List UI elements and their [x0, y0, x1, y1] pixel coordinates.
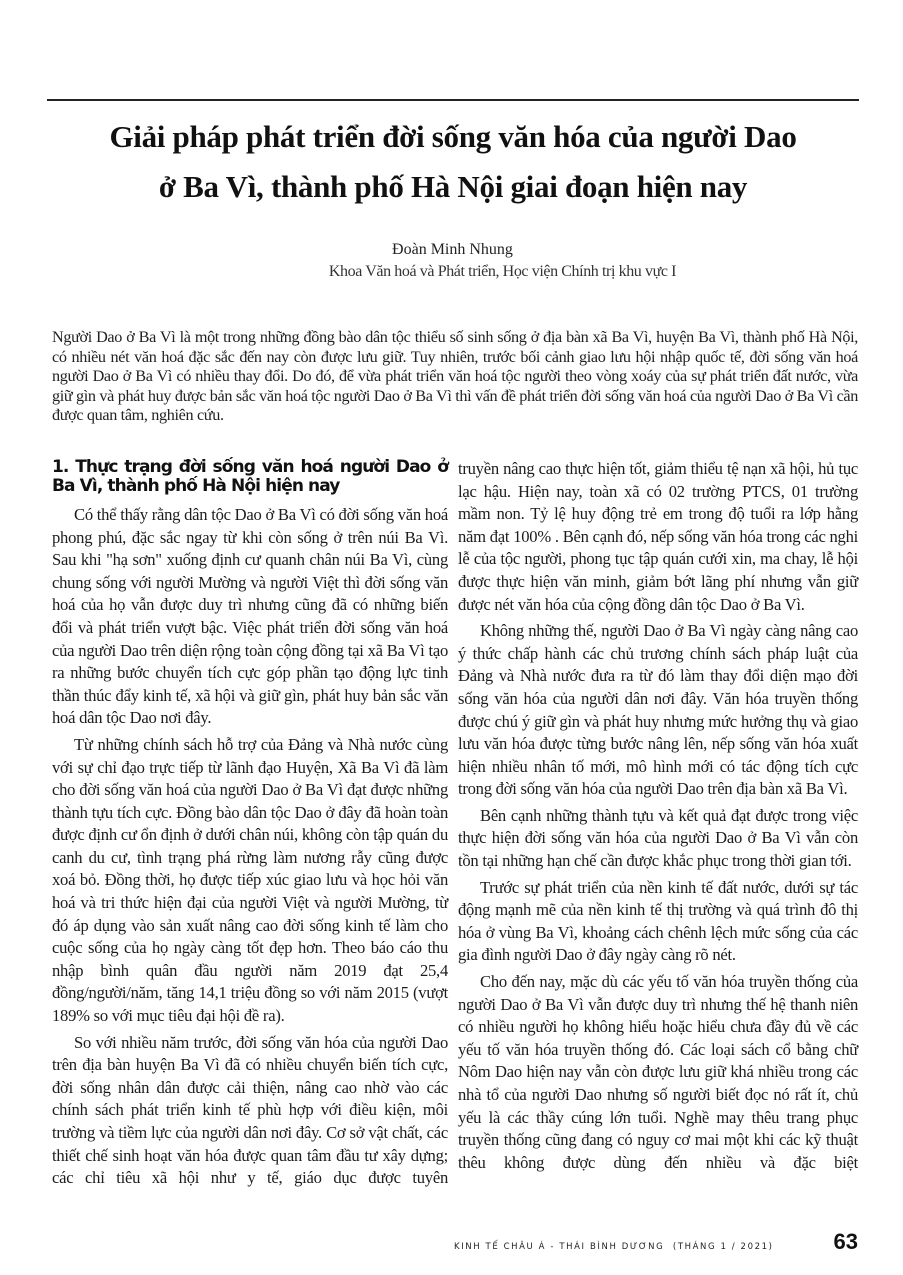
right-column	[458, 458, 858, 1178]
journal-issue: (THÁNG 1 / 2021)	[672, 1242, 774, 1252]
journal-name: KINH TẾ CHÂU Á - THÁI BÌNH DƯƠNG	[454, 1242, 665, 1252]
paragraph: Không những thế, người Dao ở Ba Vì ngày càng nâng cao ý thức chấp hành các chủ trương chính sách pháp luật của Đảng và Nhà nước đưa ra từ đó làm thay đổi diện mạo đời sống văn hóa của người dân nơi đây. Văn hóa truyền thống được chú ý giữ gìn và phát huy nhưng mức hưởng thụ và giao lưu văn hóa được từng bước nâng lên, nếp sống văn hóa xuất hiện nhiều nhân tố mới, mô hình mới có tác động tích cực trong đời sống văn hóa của người Dao trên địa bàn xã Ba Vì.	[458, 621, 858, 799]
paragraph: Từ những chính sách hỗ trợ của Đảng và Nhà nước cùng với sự chỉ đạo trực tiếp từ lãnh đạo Huyện, Xã Ba Vì đã làm cho đời sống văn hoá của người Dao ở Ba Vì đạt được những thành tựu tích cực. Đồng bào dân tộc Dao ở đây đã hoàn toàn được định cư ổn định ở dưới chân núi, không còn tập quán du canh du cư, tình trạng phá rừng làm nương rẫy cũng được xoá bỏ. Đồng thời, họ được tiếp xúc giao lưu và học hỏi văn hoá và tri thức hiện đại của người Việt và người Mường, từ đó áp dụng vào sản xuất nâng cao đời sống kinh tế làm cho cuộc sống của họ ngày càng tốt đẹp hơn. Theo báo cáo thu nhập bình quân đầu người năm 2019 đạt 25,4 đồng/người/năm, tăng 14,1 triệu đồng so với năm 2015 (vượt 189% so với mục tiêu đại hội đề ra).	[52, 734, 448, 1026]
body-columns	[47, 458, 858, 1194]
left-column	[52, 458, 448, 1194]
paragraph: Trước sự phát triển của nền kinh tế đất nước, dưới sự tác động mạnh mẽ của nền kinh tế thị trường và quá trình đô thị hóa ở vùng Ba Vì, khoảng cách chênh lệch mức sống của các gia đình người Dao ở đây ngày càng rõ nét.	[458, 877, 858, 965]
title-line-1: Giải pháp phát triển đời sống văn hóa của người Dao	[109, 119, 797, 154]
paragraph: So với nhiều năm trước, đời sống văn hóa của người Dao trên địa bàn huyện Ba Vì đã có nhiều chuyển biến tích cực, đời sống nhân dân được cải thiện, nâng cao nhờ vào các chính sách phát triển kinh tế phù hợp với điều kiện, môi trường và tiềm lực của người dân nơi đây. Cơ sở vật chất, các thiết chế sinh hoạt văn hóa được quan tâm đầu tư xây dựng; các chỉ tiêu xã hội như y tế, giáo dục được tuyên	[52, 1032, 448, 1188]
footer-row	[47, 1215, 858, 1255]
paragraph: Bên cạnh những thành tựu và kết quả đạt được trong việc thực hiện đời sống văn hóa của người Dao ở Ba Vì vẫn còn tồn tại những hạn chế cần được khắc phục trong thời gian tới.	[458, 805, 858, 871]
title-line-2: ở Ba Vì, thành phố Hà Nội giai đoạn hiện nay	[158, 169, 748, 204]
page-number: 63	[833, 1229, 858, 1254]
article-title	[47, 112, 859, 212]
section-heading: 1. Thực trạng đời sống văn hoá người Dao ở Ba Vì, thành phố Hà Nội hiện nay	[52, 456, 448, 496]
paragraph: truyền nâng cao thực hiện tốt, giảm thiểu tệ nạn xã hội, hủ tục lạc hậu. Hiện nay, toàn xã có 02 trường PTCS, 01 trường mầm non. Tỷ lệ huy động trẻ em trong độ tuổi ra lớp hằng năm đạt 100% . Bên cạnh đó, nếp sống văn hóa trong các nghi lễ của tộc người, phong tục tập quán cưới xin, ma chay, lễ hội được thực hiện văn minh, giảm bớt lãng phí nhưng vẫn giữ được nét văn hóa của cộng đồng dân tộc Dao ở Ba Vì.	[458, 458, 858, 614]
journal-footer	[454, 1242, 774, 1252]
author-affiliation: Khoa Văn hoá và Phát triển, Học viện Chính trị khu vực I	[328, 263, 677, 280]
author-name: Đoàn Minh Nhung	[392, 241, 513, 258]
paragraph: Cho đến nay, mặc dù các yếu tố văn hóa truyền thống của người Dao ở Ba Vì vẫn được duy trì nhưng thế hệ thanh niên có nhiều người họ không hiểu hoặc hiểu chưa đầy đủ về các yếu tố văn hóa truyền thống đó. Các loại sách cổ bằng chữ Nôm Dao hiện nay vẫn còn được lưu giữ khá nhiều trong các nhà tổ của người Dao nhưng số người biết đọc nó rất ít, chủ yếu là các thầy cúng lớn tuổi. Nghề may thêu trang phục truyền thống cũng đang có nguy cơ mai một khi các kỹ thuật thêu không được dùng đến nhiều và đặc biệt	[458, 972, 858, 1172]
abstract: Người Dao ở Ba Vì là một trong những đồng bào dân tộc thiểu số sinh sống ở địa bàn xã Ba Vì, huyện Ba Vì, thành phố Hà Nội, có nhiều nét văn hoá đặc sắc đến nay còn được lưu giữ. Tuy nhiên, trước bối cảnh giao lưu hội nhập quốc tế, đời sống văn hoá người Dao ở Ba Vì có nhiều thay đổi. Do đó, để vừa phát triển văn hoá tộc người theo vòng xoáy của sự phát triển đất nước, vừa giữ gìn và phát huy được bản sắc văn hoá tộc người Dao ở Ba Vì thì vấn đề phát triển đời sống văn hoá của người Dao ở Ba Vì cần được quan tâm, nghiên cứu.	[52, 328, 858, 425]
paragraph: Có thể thấy rằng dân tộc Dao ở Ba Vì có đời sống văn hoá phong phú, đặc sắc ngay từ khi còn sống ở trên núi Ba Vì. Sau khi "hạ sơn" xuống định cư quanh chân núi Ba Vì, cùng chung sống với người Mường và người Việt thì đời sống văn hoá của họ vẫn được duy trì nhưng cũng đã có những biến đổi và phát triển vượt bậc. Việc phát triển đời sống văn hoá của người Dao trên diện rộng toàn cộng đồng tại xã Ba Vì tạo ra những bước chuyển tích cực góp phần tạo động lực tinh thần thúc đẩy kinh tế, xã hội và giữ gìn, phát huy bản sắc văn hoá dân tộc Dao nơi đây.	[52, 504, 448, 728]
header-rule	[47, 99, 859, 101]
